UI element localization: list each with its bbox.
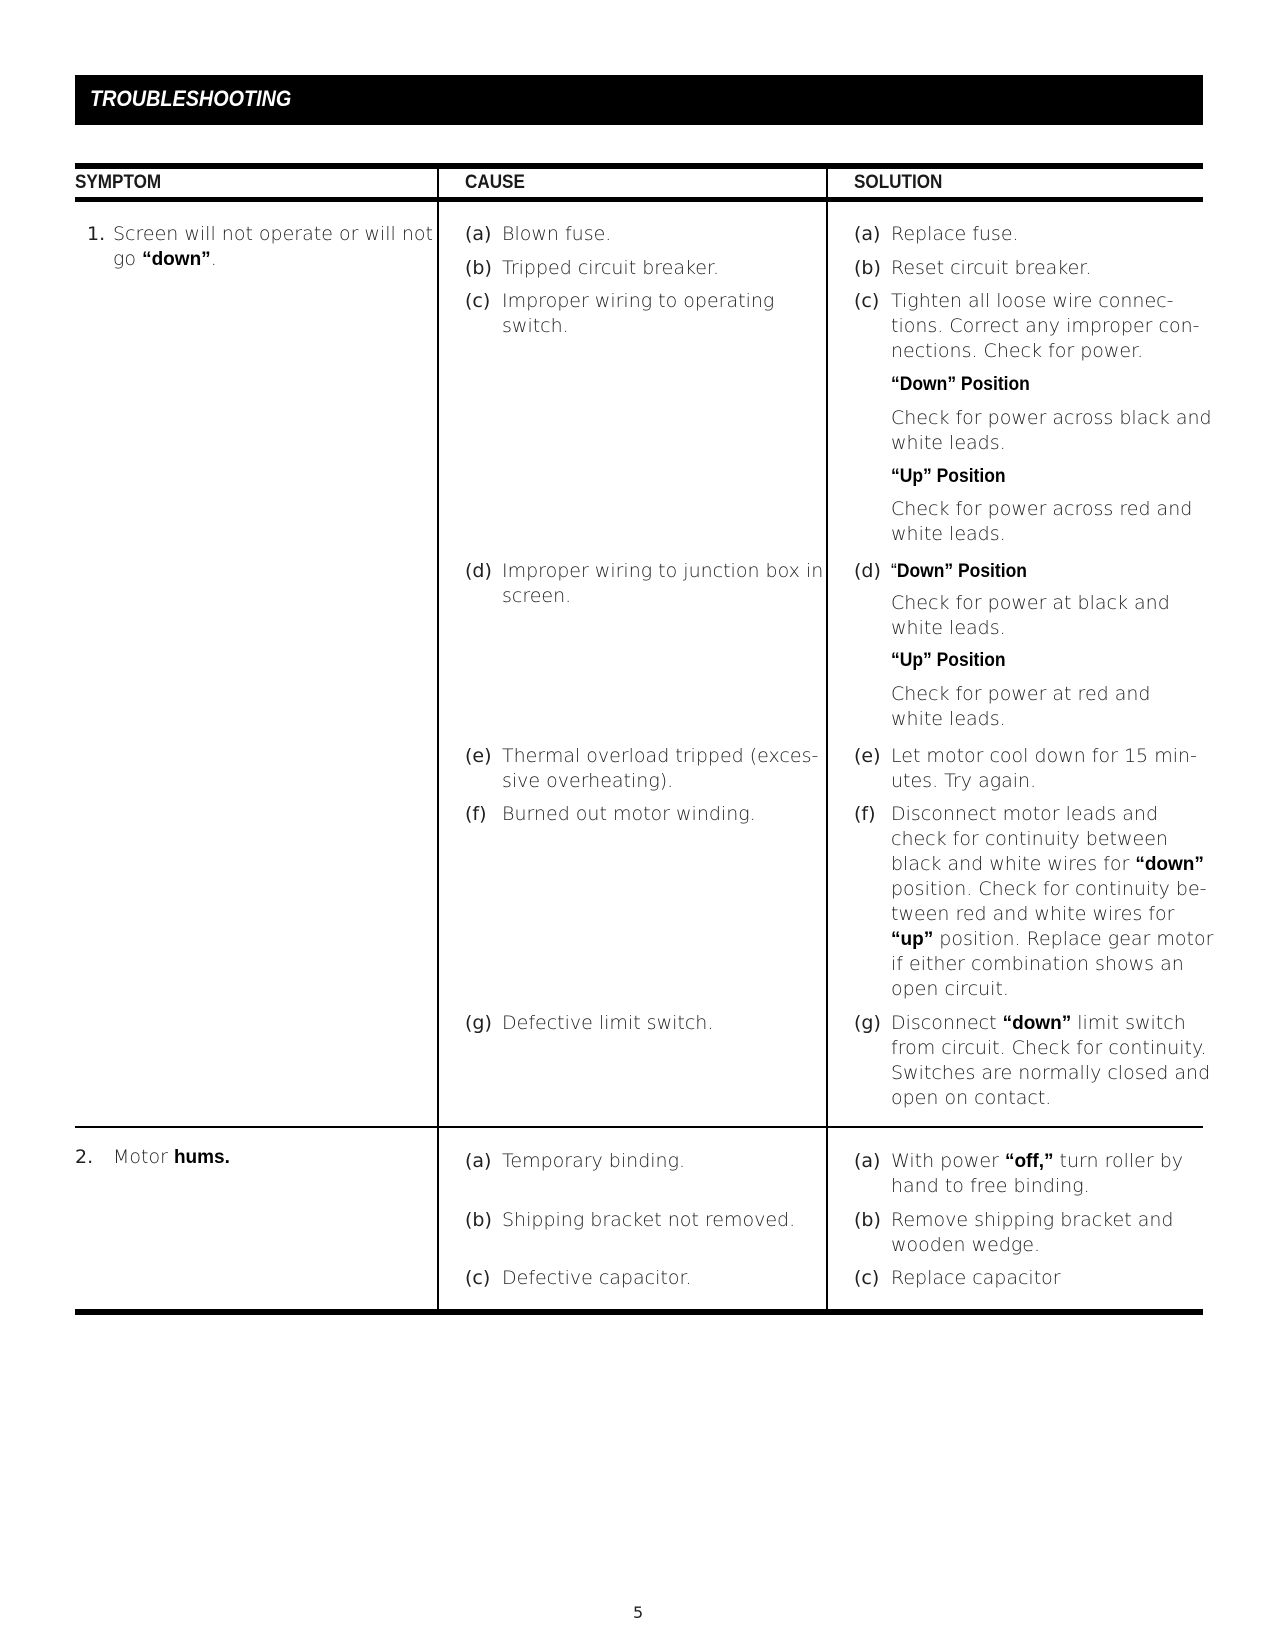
heading-text: Down” Position bbox=[896, 561, 1027, 582]
down-position-heading bbox=[891, 559, 1027, 584]
solution-line: Check for power across red and bbox=[891, 498, 1193, 520]
solution-line: Check for power across black and bbox=[891, 407, 1212, 429]
solution-line: Check for power at red and bbox=[891, 683, 1151, 705]
cause-text bbox=[502, 559, 823, 609]
solution-emphasis: “up” bbox=[891, 929, 934, 950]
cause-text: Defective limit switch. bbox=[502, 1012, 714, 1034]
solution-line: open circuit. bbox=[891, 978, 1009, 1000]
cause-line: Thermal overload tripped (exces- bbox=[502, 745, 819, 767]
cause-text bbox=[502, 289, 774, 339]
solution-text bbox=[891, 802, 1213, 1002]
cause-text: Blown fuse. bbox=[502, 223, 612, 245]
down-position-heading: “Down” Position bbox=[891, 374, 1030, 395]
cause-text: Burned out motor winding. bbox=[502, 803, 756, 825]
column-divider-2 bbox=[826, 163, 828, 1313]
symptom-fragment: . bbox=[210, 248, 217, 270]
cause-text: Defective capacitor. bbox=[502, 1267, 692, 1289]
cause-line: screen. bbox=[502, 585, 572, 607]
solution-text bbox=[891, 497, 1192, 547]
solution-text bbox=[891, 406, 1212, 456]
solution-text: Replace capacitor bbox=[891, 1267, 1061, 1289]
symptom-number: 2. bbox=[75, 1146, 94, 1168]
solution-label: (e) bbox=[854, 745, 881, 767]
solution-line bbox=[891, 927, 1213, 952]
solution-label: (f) bbox=[854, 803, 876, 825]
cause-label: (b) bbox=[465, 257, 492, 279]
solution-line: if either combination shows an bbox=[891, 953, 1184, 975]
solution-text: Replace fuse. bbox=[891, 223, 1019, 245]
row-divider bbox=[75, 1126, 1203, 1128]
solution-line: wooden wedge. bbox=[891, 1234, 1041, 1256]
symptom-text bbox=[113, 222, 433, 272]
solution-line: Disconnect motor leads and bbox=[891, 803, 1159, 825]
solution-label: (b) bbox=[854, 257, 881, 279]
cause-line: switch. bbox=[502, 315, 569, 337]
header-bottom-rule bbox=[75, 197, 1203, 202]
solution-line: position. Check for continuity be- bbox=[891, 878, 1207, 900]
symptom-fragment: go bbox=[113, 248, 143, 270]
cause-line: sive overheating). bbox=[502, 770, 674, 792]
solution-line: white leads. bbox=[891, 617, 1006, 639]
solution-text bbox=[891, 591, 1170, 641]
cause-label: (f) bbox=[465, 803, 487, 825]
solution-line: from circuit. Check for continuity. bbox=[891, 1037, 1207, 1059]
symptom-line: Screen will not operate or will not bbox=[113, 223, 433, 245]
column-divider-1 bbox=[437, 163, 439, 1313]
solution-text: Reset circuit breaker. bbox=[891, 257, 1092, 279]
cause-text: Shipping bracket not removed. bbox=[502, 1209, 796, 1231]
section-title-bar bbox=[75, 75, 1203, 125]
solution-line bbox=[891, 1011, 1210, 1036]
cause-text bbox=[502, 744, 818, 794]
cause-label: (c) bbox=[465, 1267, 491, 1289]
cause-line: Improper wiring to junction box in bbox=[502, 560, 824, 582]
cause-label: (e) bbox=[465, 745, 492, 767]
header-symptom: SYMPTOM bbox=[75, 172, 162, 193]
up-position-heading: “Up” Position bbox=[891, 466, 1006, 487]
solution-line bbox=[891, 852, 1213, 877]
solution-line: Remove shipping bracket and bbox=[891, 1209, 1174, 1231]
cause-label: (a) bbox=[465, 223, 492, 245]
solution-line: open on contact. bbox=[891, 1087, 1052, 1109]
solution-text bbox=[891, 1011, 1210, 1111]
solution-emphasis: “down” bbox=[1002, 1013, 1072, 1034]
cause-label: (a) bbox=[465, 1150, 492, 1172]
solution-label: (g) bbox=[854, 1012, 881, 1034]
solution-label: (a) bbox=[854, 223, 881, 245]
cause-label: (b) bbox=[465, 1209, 492, 1231]
solution-fragment: turn roller by bbox=[1053, 1150, 1184, 1172]
solution-line: Check for power at black and bbox=[891, 592, 1170, 614]
symptom-line bbox=[113, 247, 433, 272]
section-title: TROUBLESHOOTING bbox=[90, 86, 292, 111]
symptom-text bbox=[113, 1145, 230, 1170]
solution-line: tions. Correct any improper con- bbox=[891, 315, 1200, 337]
page-number: 5 bbox=[633, 1603, 644, 1622]
solution-line: Let motor cool down for 15 min- bbox=[891, 745, 1197, 767]
solution-text bbox=[891, 1149, 1183, 1199]
solution-label: (a) bbox=[854, 1150, 881, 1172]
solution-label: (c) bbox=[854, 290, 880, 312]
cause-label: (c) bbox=[465, 290, 491, 312]
up-position-heading: “Up” Position bbox=[891, 650, 1006, 671]
symptom-number: 1. bbox=[87, 223, 106, 245]
solution-fragment: black and white wires for bbox=[891, 853, 1136, 875]
solution-line: nections. Check for power. bbox=[891, 340, 1144, 362]
solution-line: check for continuity between bbox=[891, 828, 1168, 850]
cause-line: Improper wiring to operating bbox=[502, 290, 775, 312]
table-bottom-rule bbox=[75, 1309, 1203, 1315]
symptom-emphasis: hums. bbox=[173, 1147, 230, 1168]
solution-line: white leads. bbox=[891, 523, 1006, 545]
symptom-emphasis: “down” bbox=[142, 249, 211, 270]
solution-line: hand to free binding. bbox=[891, 1175, 1090, 1197]
solution-fragment: With power bbox=[891, 1150, 1005, 1172]
solution-fragment: limit switch bbox=[1071, 1012, 1186, 1034]
table-top-rule bbox=[75, 163, 1203, 169]
header-cause: CAUSE bbox=[465, 172, 525, 193]
solution-line: white leads. bbox=[891, 708, 1006, 730]
solution-line: Switches are normally closed and bbox=[891, 1062, 1211, 1084]
solution-line: Tighten all loose wire connec- bbox=[891, 290, 1174, 312]
solution-emphasis: “down” bbox=[1135, 854, 1204, 875]
cause-text: Tripped circuit breaker. bbox=[502, 257, 720, 279]
solution-fragment: Disconnect bbox=[891, 1012, 1003, 1034]
solution-label: (d) bbox=[854, 560, 881, 582]
solution-text bbox=[891, 744, 1197, 794]
quote-mark: “ bbox=[891, 561, 897, 582]
symptom-fragment: Motor bbox=[113, 1146, 174, 1168]
cause-text: Temporary binding. bbox=[502, 1150, 686, 1172]
solution-fragment: position. Replace gear motor bbox=[933, 928, 1214, 950]
solution-text bbox=[891, 289, 1200, 364]
cause-label: (d) bbox=[465, 560, 492, 582]
solution-line: tween red and white wires for bbox=[891, 903, 1175, 925]
solution-line: utes. Try again. bbox=[891, 770, 1037, 792]
solution-text bbox=[891, 1208, 1173, 1258]
solution-text bbox=[891, 682, 1150, 732]
solution-line: white leads. bbox=[891, 432, 1006, 454]
header-solution: SOLUTION bbox=[854, 172, 943, 193]
solution-label: (b) bbox=[854, 1209, 881, 1231]
solution-line bbox=[891, 1149, 1183, 1174]
solution-label: (c) bbox=[854, 1267, 880, 1289]
cause-label: (g) bbox=[465, 1012, 492, 1034]
solution-emphasis: “off,” bbox=[1004, 1151, 1054, 1172]
